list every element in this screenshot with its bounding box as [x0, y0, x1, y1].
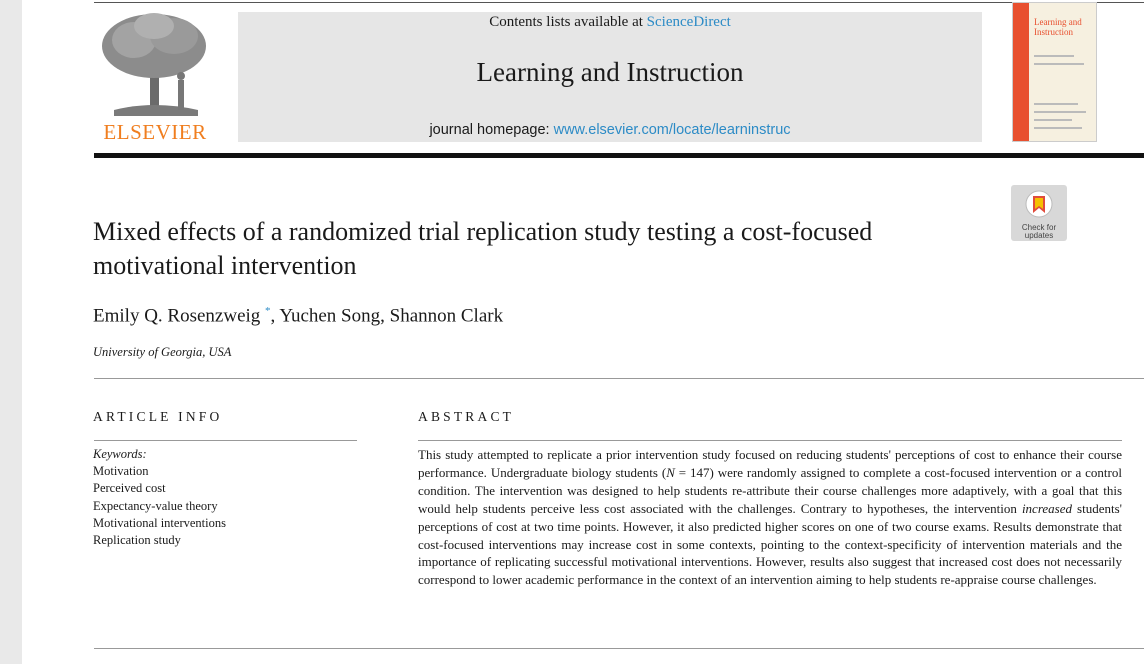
keyword: Replication study [93, 533, 181, 548]
author-list [93, 305, 503, 327]
section-divider [94, 378, 1144, 379]
bookmark-icon [1023, 189, 1055, 219]
journal-title: Learning and Instruction [476, 57, 744, 87]
abstract-part: students' perceptions of cost at two time points. However, it also predicted higher scores on one of two course exams. Results demonstrate that cost-focused interventions may increase cost in some contexts, pointing to the context-specificity of intervention materials and the importance of replicating successful motivational interventions. However, results also suggest that increased cost does not necessarily correspond to lower academic performance in the context of an intervention aiming to help students re-appraise course challenges. [418, 500, 1122, 588]
contents-line [238, 14, 982, 31]
contents-prefix: Contents lists available at [489, 14, 647, 30]
article-info-rule [94, 440, 357, 441]
cover-text-line [1034, 111, 1086, 113]
abstract-emphasis: increased [1021, 500, 1072, 516]
elsevier-logo[interactable] [94, 10, 216, 146]
homepage-link[interactable]: www.elsevier.com/locate/learninstruc [553, 122, 791, 138]
header-rule [94, 153, 1144, 158]
badge-line1: Check for [1021, 223, 1057, 232]
journal-cover[interactable] [1012, 2, 1097, 142]
homepage-line [238, 122, 982, 138]
affiliation: University of Georgia, USA [93, 345, 232, 359]
keywords-label: Keywords: [93, 447, 147, 461]
article-info-heading: ARTICLE INFO [93, 409, 223, 424]
check-for-updates-button[interactable] [1011, 185, 1067, 241]
keyword: Expectancy-value theory [93, 498, 218, 513]
keyword: Motivational interventions [93, 515, 226, 530]
abstract-heading: ABSTRACT [418, 409, 515, 424]
cover-text-line [1034, 103, 1078, 105]
keyword: Motivation [93, 464, 149, 479]
author-name[interactable]: Emily Q. Rosenzweig [93, 305, 261, 327]
top-rule [94, 2, 1144, 3]
cover-stripe [1013, 3, 1029, 141]
abstract-rule [418, 440, 1122, 441]
cover-text-line [1034, 127, 1082, 129]
corresponding-author-mark[interactable]: * [265, 305, 271, 317]
article-title: Mixed effects of a randomized trial replication study testing a cost-focused motivational intervention [93, 217, 873, 280]
n-symbol: N [666, 464, 675, 480]
publisher-name: ELSEVIER [103, 120, 207, 144]
abstract-text [418, 446, 1122, 589]
bottom-divider [94, 648, 1144, 649]
keyword: Perceived cost [93, 481, 166, 496]
badge-line2: updates [1024, 231, 1054, 240]
cover-text-line [1034, 63, 1084, 65]
homepage-prefix: journal homepage: [429, 122, 554, 138]
sciencedirect-link[interactable]: ScienceDirect [646, 14, 731, 30]
other-authors: , Yuchen Song, Shannon Clark [270, 305, 504, 327]
cover-text-line [1034, 55, 1074, 57]
keywords-block [93, 446, 226, 549]
cover-text-line [1034, 119, 1072, 121]
abstract-part: = 147) were randomly assigned to complete a cost-focused intervention or a control condition. The intervention was designed to help students re-attribute their course challenges more adaptively, with a goal that this would help students perceive less cost associated with the challenges. Contrary to hypotheses, the intervention [418, 464, 1122, 516]
cover-title: Learning and Instruction [1034, 17, 1082, 37]
journal-banner [238, 12, 982, 142]
tree-icon [94, 10, 216, 118]
abstract-part: This study attempted to replicate a prior intervention study focused on reducing students' perceptions of cost to enhance their course performance. Undergraduate biology students ( [418, 447, 1122, 480]
article-page [22, 0, 1145, 664]
